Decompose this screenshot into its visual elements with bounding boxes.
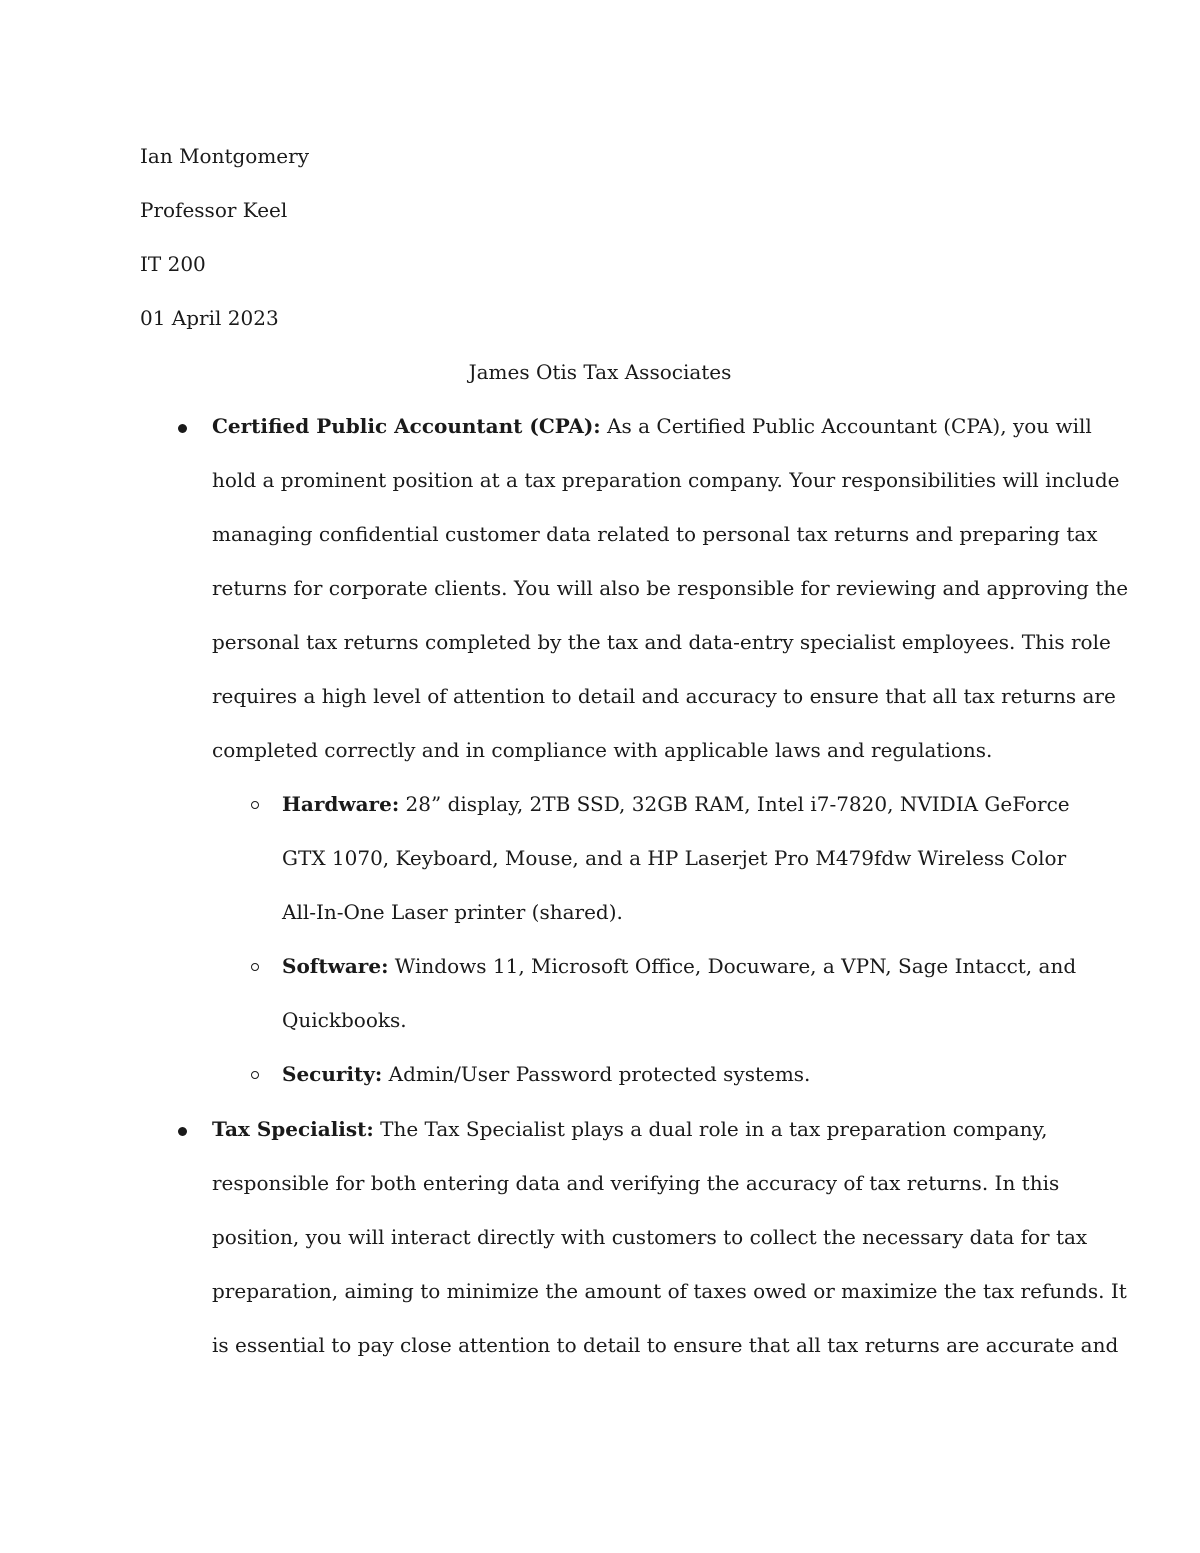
hardware-line-1 — [282, 777, 1070, 831]
tax-specialist-line-2: responsible for both entering data and verifying the accuracy of tax returns. In this — [212, 1171, 1060, 1195]
bullet-dot-icon — [178, 424, 187, 433]
submission-date: 01 April 2023 — [140, 306, 279, 330]
cpa-paragraph — [212, 399, 1128, 777]
tax-specialist-line-5: is essential to pay close attention to detail to ensure that all tax returns are accurate and — [212, 1333, 1119, 1357]
bullet-circle-icon — [251, 1071, 259, 1079]
security-text: Admin/User Password protected systems. — [382, 1062, 811, 1086]
cpa-line-7: completed correctly and in compliance with applicable laws and regulations. — [212, 738, 993, 762]
bullet-dot-icon — [178, 1127, 187, 1136]
security-label: Security: — [282, 1062, 383, 1086]
bullet-circle-icon — [251, 801, 259, 809]
software-text: Windows 11, Microsoft Office, Docuware, a VPN, Sage Intacct, and — [388, 954, 1077, 978]
software-paragraph — [282, 939, 1076, 1047]
bullet-circle-icon — [251, 963, 259, 971]
hardware-line-2: GTX 1070, Keyboard, Mouse, and a HP Laserjet Pro M479fdw Wireless Color — [282, 846, 1067, 870]
hardware-label: Hardware: — [282, 792, 400, 816]
tax-specialist-line-4: preparation, aiming to minimize the amount of taxes owed or maximize the tax refunds. It — [212, 1279, 1127, 1303]
tax-specialist-line-1 — [212, 1102, 1127, 1156]
professor-name: Professor Keel — [140, 198, 288, 222]
course-name: IT 200 — [140, 252, 206, 276]
software-label: Software: — [282, 954, 389, 978]
security-line-1 — [282, 1047, 810, 1101]
cpa-line-6: requires a high level of attention to detail and accuracy to ensure that all tax returns are — [212, 684, 1116, 708]
tax-specialist-text: The Tax Specialist plays a dual role in a tax preparation company, — [373, 1117, 1048, 1141]
cpa-line-4: returns for corporate clients. You will also be responsible for reviewing and approving the — [212, 576, 1129, 600]
tax-specialist-paragraph — [212, 1102, 1127, 1372]
cpa-line-2: hold a prominent position at a tax preparation company. Your responsibilities will include — [212, 468, 1120, 492]
hardware-line-3: All-In-One Laser printer (shared). — [282, 900, 623, 924]
tax-specialist-label: Tax Specialist: — [212, 1117, 374, 1141]
software-line-1 — [282, 939, 1076, 993]
cpa-label: Certified Public Accountant (CPA): — [212, 414, 601, 438]
student-name: Ian Montgomery — [140, 144, 310, 168]
hardware-paragraph — [282, 777, 1070, 939]
cpa-line-1 — [212, 399, 1128, 453]
tax-specialist-line-3: position, you will interact directly with customers to collect the necessary data for tax — [212, 1225, 1088, 1249]
cpa-line-5: personal tax returns completed by the tax and data-entry specialist employees. This role — [212, 630, 1111, 654]
hardware-text: 28” display, 2TB SSD, 32GB RAM, Intel i7-7820, NVIDIA GeForce — [399, 792, 1070, 816]
cpa-text: As a Certified Public Accountant (CPA), you will — [600, 414, 1092, 438]
document-title: James Otis Tax Associates — [468, 360, 732, 384]
software-line-2: Quickbooks. — [282, 1008, 407, 1032]
cpa-line-3: managing confidential customer data related to personal tax returns and preparing tax — [212, 522, 1098, 546]
security-paragraph — [282, 1047, 810, 1101]
